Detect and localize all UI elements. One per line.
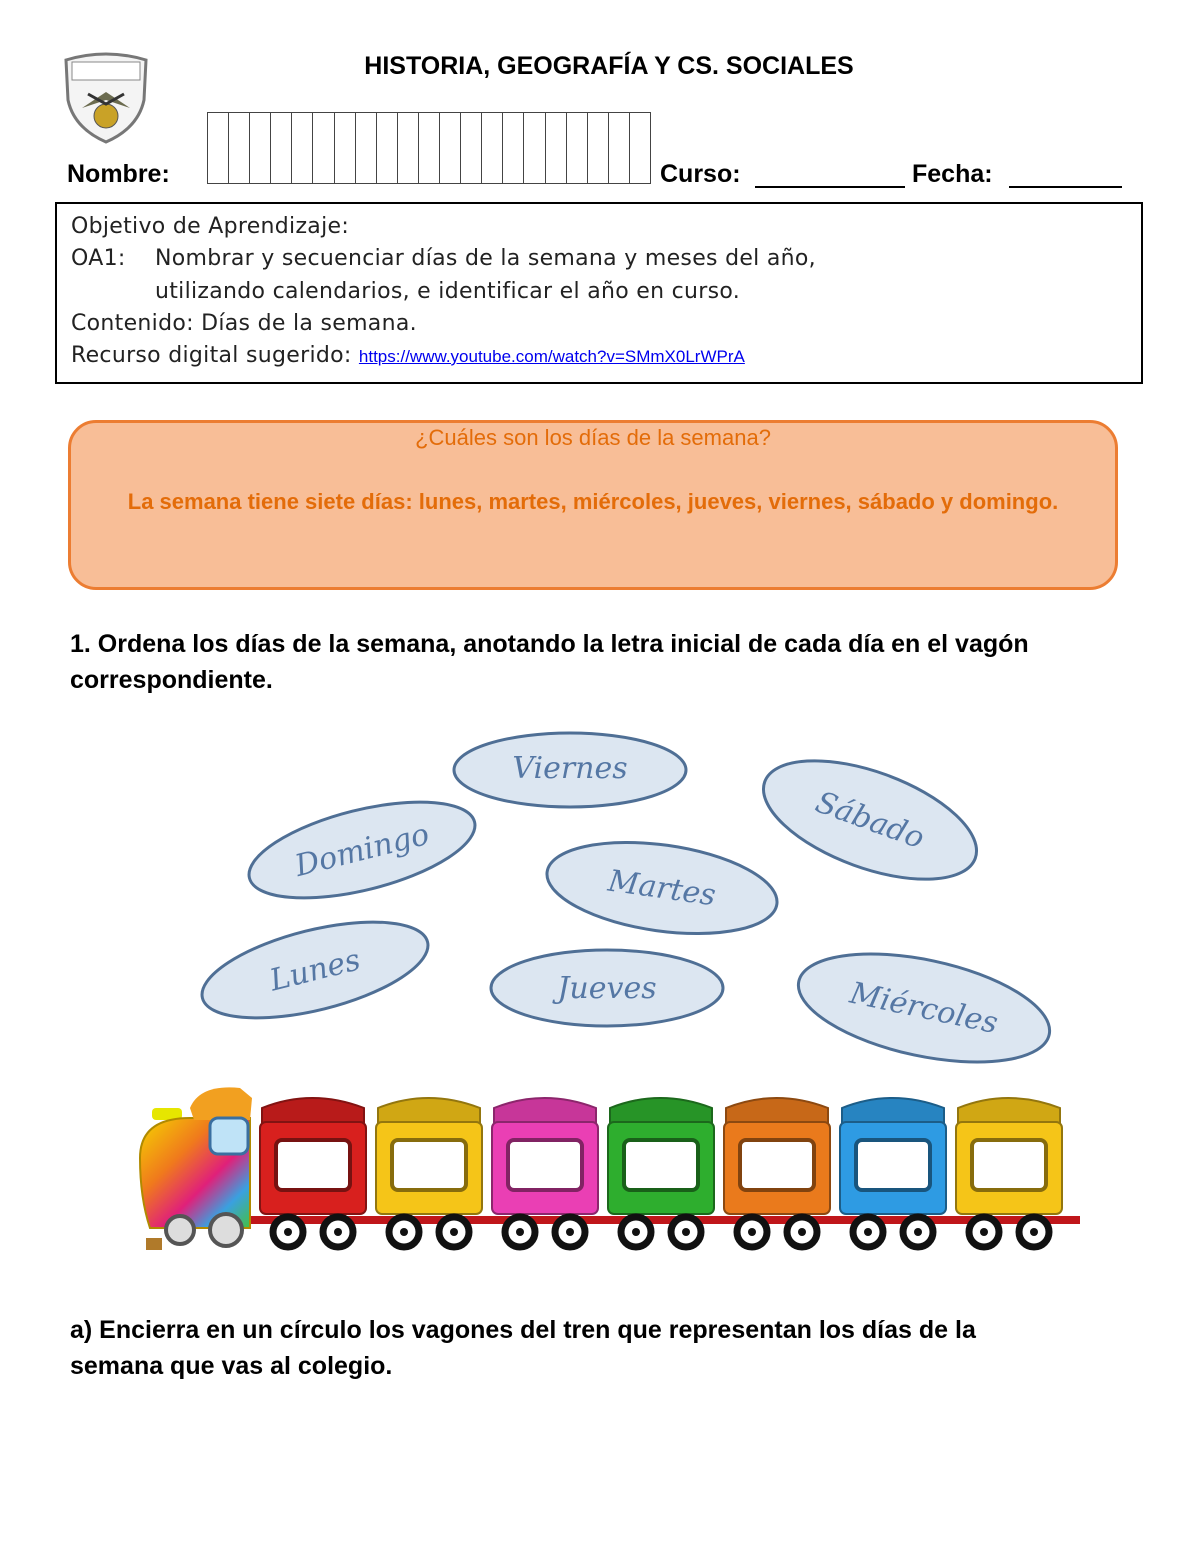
wagon-window [624,1140,698,1190]
oval-label: Jueves [557,971,657,1006]
oval-label: Viernes [512,751,628,786]
name-letter-cell[interactable] [630,113,651,183]
name-letter-cell[interactable] [208,113,229,183]
wagon-4[interactable] [608,1098,714,1247]
name-letter-cell[interactable] [398,113,419,183]
page-title: HISTORIA, GEOGRAFÍA Y CS. SOCIALES [364,52,854,80]
oval-domingo [240,783,484,917]
name-letter-cell[interactable] [419,113,440,183]
name-letter-cell[interactable] [335,113,356,183]
info-text: La semana tiene siete días: lunes, martes, miércoles, jueves, viernes, sábado y domingo. [127,489,1059,514]
wagon-window [856,1140,930,1190]
name-letter-cell[interactable] [250,113,271,183]
wagon-1[interactable] [260,1098,366,1247]
name-letter-cell[interactable] [461,113,482,183]
wagon-window [508,1140,582,1190]
name-letter-cell[interactable] [271,113,292,183]
learning-objective-box [55,202,1143,384]
wagon-window [972,1140,1046,1190]
oval-label: Miércoles [846,975,1001,1042]
name-letter-cell[interactable] [567,113,588,183]
oval-label: Martes [605,863,718,914]
wagon-7[interactable] [956,1098,1062,1247]
wagon-2[interactable] [376,1098,482,1247]
wagon-window [392,1140,466,1190]
date-blank-line[interactable] [1009,186,1122,188]
locomotive [140,1087,252,1250]
oval-label: Domingo [291,816,433,885]
name-letter-cell[interactable] [229,113,250,183]
name-letter-cell[interactable] [377,113,398,183]
oval-jueves [491,950,723,1026]
name-label: Nombre: [67,160,170,188]
wagon-window [740,1140,814,1190]
name-letter-cell[interactable] [609,113,630,183]
name-letter-cell[interactable] [440,113,461,183]
info-question: ¿Cuáles son los días de la semana? [415,425,771,450]
course-label: Curso: [660,160,741,188]
train-illustration [130,1078,1090,1258]
day-ovals-group [190,720,1070,1070]
name-letter-cell[interactable] [313,113,334,183]
wagons-group [260,1098,1062,1247]
name-letter-cell[interactable] [524,113,545,183]
resource-link[interactable]: https://www.youtube.com/watch?v=SMmX0LrWPrA [358,347,745,366]
activity-a-instruction: a) Encierra en un círculo los vagones del tren que representan los días de la semana que vas al colegio. [70,1316,976,1380]
objective-heading: Objetivo de Aprendizaje: [71,214,350,239]
course-blank-line[interactable] [755,186,905,188]
oval-lunes [193,903,437,1037]
content-text: Contenido: Días de la semana. [71,311,417,336]
name-letter-cell[interactable] [356,113,377,183]
activity-1-instruction: 1. Ordena los días de la semana, anotando la letra inicial de cada día en el vagón correspondiente. [70,630,1029,694]
oval-viernes [454,733,686,807]
name-letter-cell[interactable] [546,113,567,183]
oval-sabado [748,737,991,904]
name-letter-cell[interactable] [292,113,313,183]
resource-label: Recurso digital sugerido: [71,343,352,368]
date-label: Fecha: [912,160,993,188]
oa-label: OA1: [71,246,126,271]
name-letter-cell[interactable] [503,113,524,183]
wagon-6[interactable] [840,1098,946,1247]
oval-label: Sábado [810,784,929,857]
name-letter-cell[interactable] [588,113,609,183]
resource-row [71,343,745,368]
wagon-3[interactable] [492,1098,598,1247]
oa-text-line-2: utilizando calendarios, e identificar el año en curso. [155,279,741,304]
oval-martes [541,829,783,946]
oval-miercoles [789,934,1059,1070]
oa-text-line-1: Nombrar y secuenciar días de la semana y meses del año, [155,246,816,271]
wagon-5[interactable] [724,1098,830,1247]
wagon-window [276,1140,350,1190]
name-letter-grid[interactable] [207,112,651,184]
train-coupling-bar [250,1216,1080,1224]
oval-label: Lunes [266,942,364,999]
name-letter-cell[interactable] [482,113,503,183]
